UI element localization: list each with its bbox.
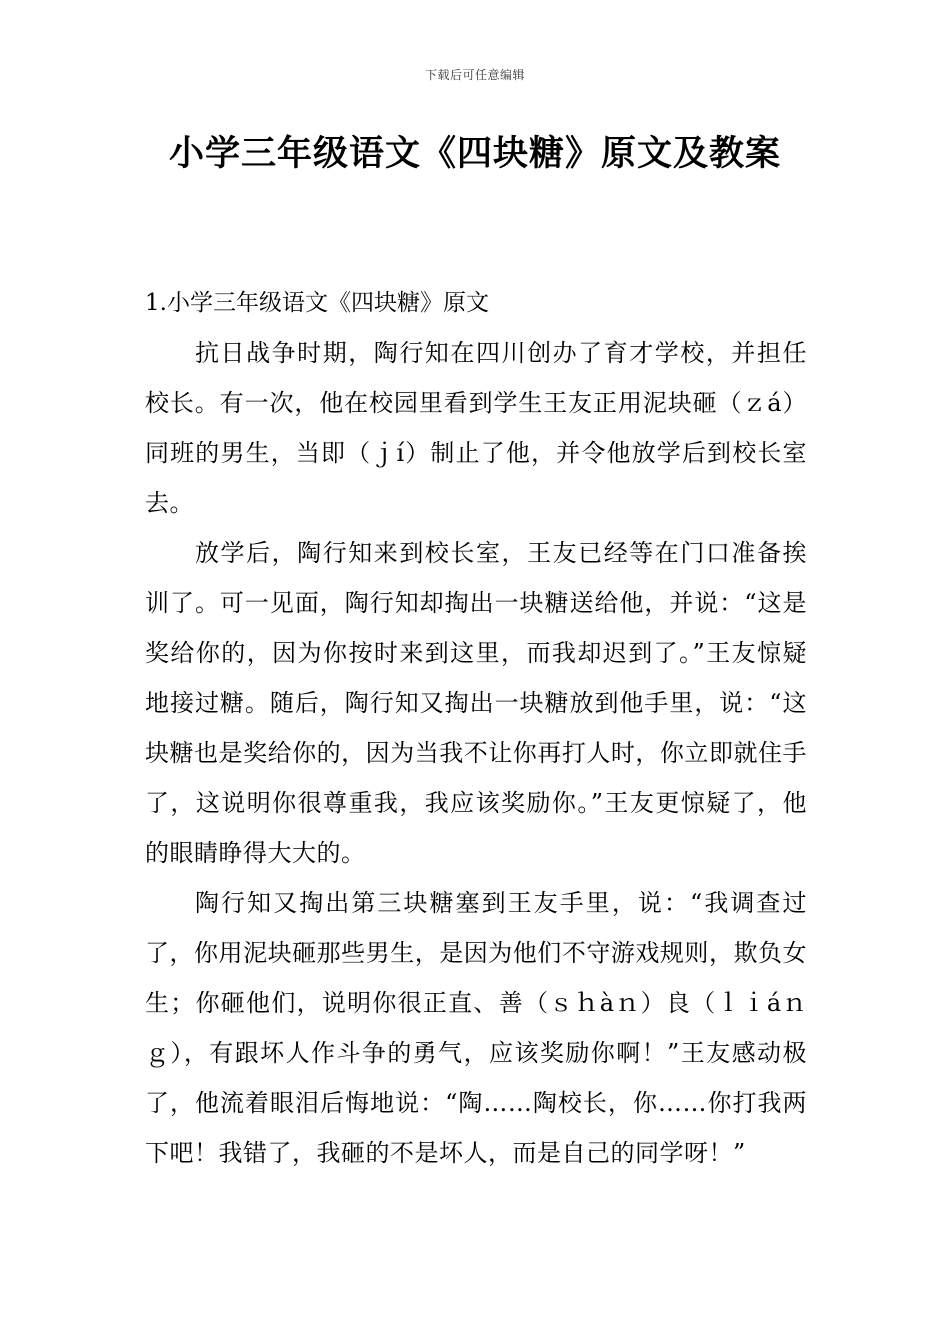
paragraph-2: 放学后，陶行知来到校长室，王友已经等在门口准备挨训了。可一见面，陶行知却掏出一块糖送给他，并说：“这是奖给你的，因为你按时来到这里，而我却迟到了。”王友惊疑地接过糖。随后，陶行知又掏出一块糖放到他手里，说：“这块糖也是奖给你的，因为当我不让你再打人时，你立即就住手了，这说明你很尊重我，我应该奖励你。”王友更惊疑了，他的眼睛睁得大大的。 <box>145 539 807 867</box>
document-body <box>145 278 807 1178</box>
paragraph-3: 陶行知又掏出第三块糖塞到王友手里，说：“我调查过了，你用泥块砸那些男生，是因为他们不守游戏规则，欺负女生；你砸他们，说明你很正直、善（ｓｈàｎ）良（ｌｉáｎｇ），有跟坏人作斗争的勇气，应该奖励你啊！”王友感动极了，他流着眼泪后悔地说：“陶……陶校长，你……你打我两下吧！我错了，我砸的不是坏人，而是自己的同学呀！” <box>145 889 807 1167</box>
document-title: 小学三年级语文《四块糖》原文及教案 <box>168 134 781 174</box>
section-heading: 1.小学三年级语文《四块糖》原文 <box>145 290 489 316</box>
paragraph-1: 抗日战争时期，陶行知在四川创办了育才学校，并担任校长。有一次，他在校园里看到学生王友正用泥块砸（ｚá）同班的男生，当即（ｊí）制止了他，并令他放学后到校长室去。 <box>145 339 807 517</box>
header-note: 下载后可任意编辑 <box>424 68 525 82</box>
